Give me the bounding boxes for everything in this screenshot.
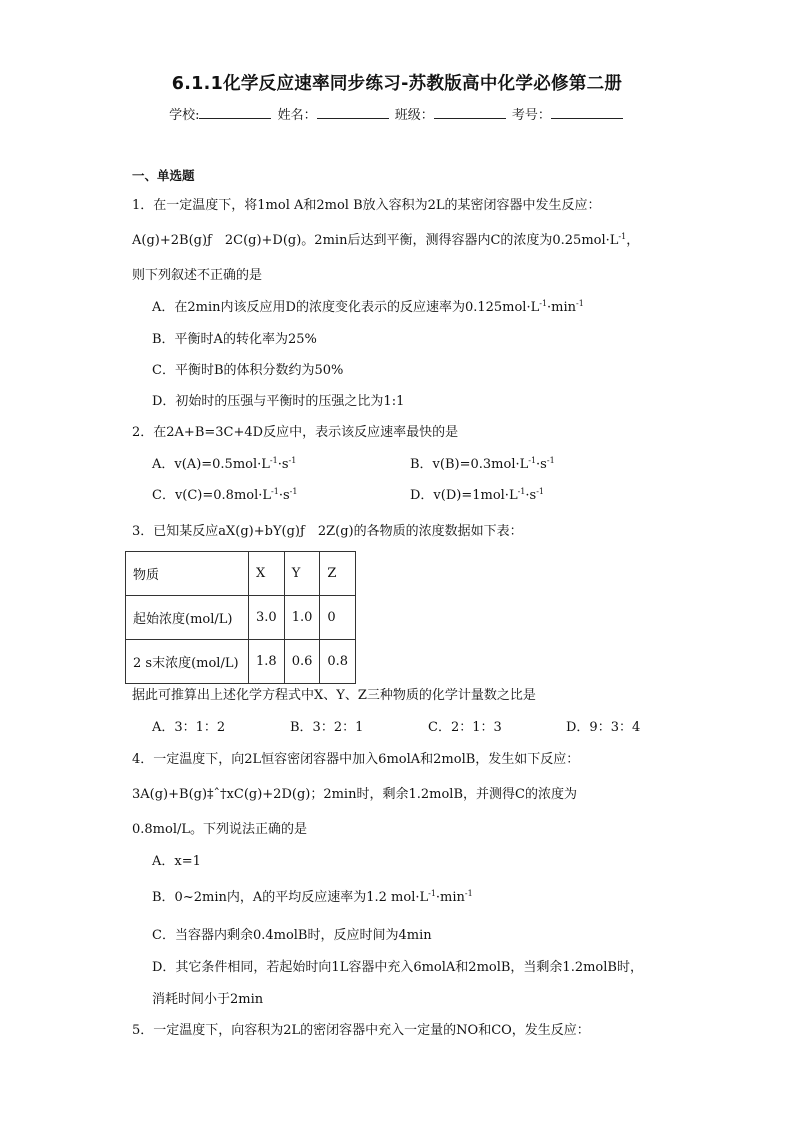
q4-option-a: A．x=1 <box>152 854 201 869</box>
q2-option-a <box>152 453 296 472</box>
q1-equation-tail: ， <box>626 233 640 248</box>
q2-option-a-text: A．v(A)=0.5mol·L <box>152 457 270 472</box>
q1-equation-text: A(g)+2B(g)ƒ 2C(g)+D(g)。2min后达到平衡，测得容器内C的浓度为0.25mol·L <box>132 233 619 248</box>
table-header-row <box>126 552 356 596</box>
q1-stem-2: 则下列叙述不正确的是 <box>132 268 263 283</box>
q2-sup: -1 <box>271 487 279 496</box>
q4-option-c: C．当容器内剩余0.4molB时，反应时间为4min <box>152 928 432 943</box>
q4-option-b-sup1: -1 <box>428 889 436 898</box>
q3-option-b: B．3：2：1 <box>290 720 364 735</box>
q2-unit: ·s <box>277 457 289 472</box>
q2-unit: ·s <box>536 457 547 472</box>
q1-stem: 1．在一定温度下，将1mol A和2mol B放入容积为2L的某密闭容器中发生反应： <box>132 198 601 213</box>
q5-stem: 5．一定温度下，向容积为2L的密闭容器中充入一定量的NO和CO，发生反应： <box>132 1023 590 1038</box>
table-header-cell: Z <box>320 552 356 596</box>
q1-option-a-mid: ·min <box>547 300 577 315</box>
exam-blank[interactable] <box>551 106 623 119</box>
table-cell: 起始浓度(mol/L) <box>126 596 249 640</box>
q4-equation: 3A(g)+B(g)‡ˆ†xC(g)+2D(g)；2min时，剩余1.2molB，并测得C的浓度为 <box>132 787 577 802</box>
q1-option-a <box>152 296 584 315</box>
q1-equation <box>132 229 639 248</box>
name-label: 姓名： <box>277 108 317 123</box>
q4-option-b-mid: ·min <box>435 890 465 905</box>
table-row <box>126 596 356 640</box>
q2-option-b <box>410 453 555 472</box>
q3-option-d: D．9：3：4 <box>566 720 641 735</box>
q1-option-a-sup1: -1 <box>539 299 548 308</box>
table-cell: 0.6 <box>284 640 320 684</box>
school-label: 学校: <box>169 108 200 123</box>
q2-sup: -1 <box>546 456 555 465</box>
q1-option-a-text: A．在2min内该反应用D的浓度变化表示的反应速率为0.125mol·L <box>152 300 540 315</box>
q2-option-d-text: D．v(D)=1mol·L <box>410 488 518 503</box>
q4-stem: 4．一定温度下，向2L恒容密闭容器中加入6molA和2molB，发生如下反应： <box>132 752 580 767</box>
table-cell: 0.8 <box>320 640 356 684</box>
q1-option-d: D．初始时的压强与平衡时的压强之比为1:1 <box>152 394 405 409</box>
q2-option-c-text: C．v(C)=0.8mol·L <box>152 488 272 503</box>
q1-option-c: C．平衡时B的体积分数约为50% <box>152 363 344 378</box>
q4-option-b <box>152 886 473 905</box>
q2-option-c <box>152 484 297 503</box>
q4-option-b-text: B．0~2min内，A的平均反应速率为1.2 mol·L <box>152 890 429 905</box>
table-header-cell: 物质 <box>126 552 249 596</box>
q2-option-b-text: B．v(B)=0.3mol·L <box>410 457 529 472</box>
q3-stem: 3．已知某反应aX(g)+bY(g)ƒ 2Z(g)的各物质的浓度数据如下表： <box>132 524 523 539</box>
q3-option-c: C．2：1：3 <box>428 720 502 735</box>
q2-sup: -1 <box>536 487 544 496</box>
table-cell: 2 s末浓度(mol/L) <box>126 640 249 684</box>
q2-sup: -1 <box>269 456 278 465</box>
table-header-cell: X <box>249 552 285 596</box>
table-cell: 3.0 <box>249 596 285 640</box>
q1-option-b: B．平衡时A的转化率为25% <box>152 332 317 347</box>
q4-option-d-cont: 消耗时间小于2min <box>152 992 264 1007</box>
section-heading: 一、单选题 <box>132 168 195 183</box>
q2-unit: ·s <box>525 488 537 503</box>
table-cell: 0 <box>320 596 356 640</box>
name-blank[interactable] <box>317 106 389 119</box>
q4-option-b-sup2: -1 <box>464 889 473 898</box>
class-label: 班级： <box>394 108 434 123</box>
q2-sup: -1 <box>517 487 526 496</box>
q3-option-a: A．3：1：2 <box>152 720 226 735</box>
q2-option-d <box>410 484 544 503</box>
q1-equation-sup: -1 <box>618 232 627 241</box>
q1-option-a-sup2: -1 <box>576 299 584 308</box>
q2-unit: ·s <box>278 488 290 503</box>
q2-sup: -1 <box>289 487 298 496</box>
table-row <box>126 640 356 684</box>
q3-follow: 据此可推算出上述化学方程式中X、Y、Z三种物质的化学计量数之比是 <box>132 688 536 703</box>
page-title: 6.1.1化学反应速率同步练习-苏教版高中化学必修第二册 <box>171 74 623 94</box>
class-blank[interactable] <box>434 106 506 119</box>
school-blank[interactable] <box>199 106 271 119</box>
q2-sup: -1 <box>288 456 297 465</box>
table-cell: 1.0 <box>284 596 320 640</box>
q4-stem-2: 0.8mol/L。下列说法正确的是 <box>132 822 307 837</box>
exam-label: 考号： <box>511 108 551 123</box>
table-header-cell: Y <box>284 552 320 596</box>
q3-concentration-table <box>125 551 356 684</box>
student-info-line <box>0 104 794 123</box>
q3-options <box>152 716 704 735</box>
q2-sup: -1 <box>528 456 537 465</box>
table-cell: 1.8 <box>249 640 285 684</box>
q2-stem: 2．在2A+B=3C+4D反应中，表示该反应速率最快的是 <box>132 425 459 440</box>
q4-option-d: D．其它条件相同，若起始时向1L容器中充入6molA和2molB，当剩余1.2molB时， <box>152 960 643 975</box>
